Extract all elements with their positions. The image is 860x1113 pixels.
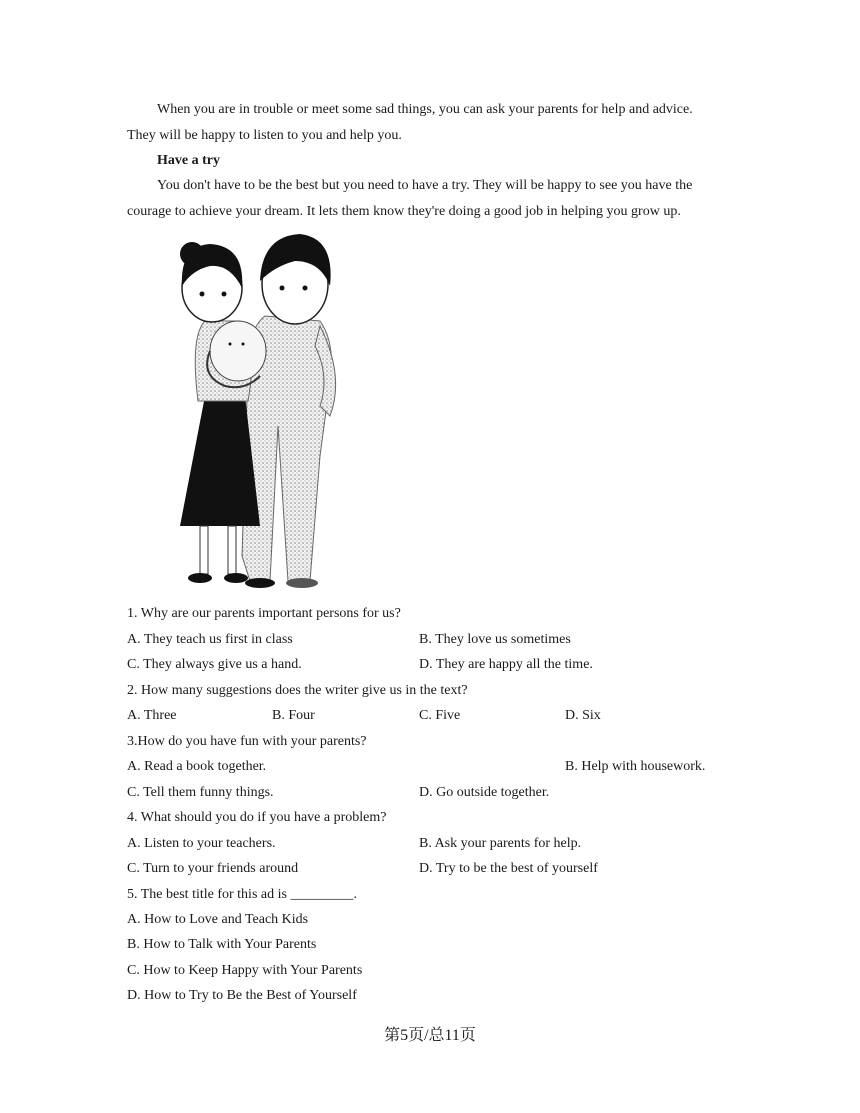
- question-1-option-d: D. They are happy all the time.: [419, 657, 593, 672]
- question-4-option-a: A. Listen to your teachers.: [127, 836, 276, 851]
- passage-paragraph-2-line-2: courage to achieve your dream. It lets them know they're doing a good job in helping you grow up.: [127, 204, 681, 219]
- question-5-option-a: A. How to Love and Teach Kids: [127, 912, 309, 927]
- section-heading: Have a try: [157, 153, 220, 168]
- passage-paragraph-2-line-1: You don't have to be the best but you need to have a try. They will be happy to see you have the: [157, 178, 693, 193]
- question-5-option-d: D. How to Try to Be the Best of Yourself: [127, 988, 357, 1003]
- question-3-option-c: C. Tell them funny things.: [127, 785, 274, 800]
- question-4-option-c: C. Turn to your friends around: [127, 861, 299, 876]
- question-2-option-b: B. Four: [272, 708, 315, 723]
- question-3-stem: 3.How do you have fun with your parents?: [127, 734, 367, 749]
- question-1-stem: 1. Why are our parents important persons for us?: [127, 606, 401, 621]
- question-3-option-a: A. Read a book together.: [127, 759, 267, 774]
- question-1-option-b: B. They love us sometimes: [419, 632, 571, 647]
- question-4-stem: 4. What should you do if you have a problem?: [127, 810, 387, 825]
- question-5-option-b: B. How to Talk with Your Parents: [127, 937, 317, 952]
- question-3-option-d: D. Go outside together.: [419, 785, 550, 800]
- question-2-option-c: C. Five: [419, 708, 461, 723]
- question-5-stem: 5. The best title for this ad is _________.: [127, 887, 357, 902]
- question-1-option-a: A. They teach us first in class: [127, 632, 293, 647]
- question-2-option-a: A. Three: [127, 708, 177, 723]
- question-2-option-d: D. Six: [565, 708, 601, 723]
- question-2-stem: 2. How many suggestions does the writer give us in the text?: [127, 683, 468, 698]
- question-3-option-b: B. Help with housework.: [565, 759, 706, 774]
- question-4-option-b: B. Ask your parents for help.: [419, 836, 582, 851]
- passage-paragraph-1-line-2: They will be happy to listen to you and help you.: [127, 128, 402, 143]
- page-number-footer: 第5页/总11页: [384, 1027, 476, 1044]
- couple-holding-baby-illustration: [170, 226, 355, 596]
- question-4-option-d: D. Try to be the best of yourself: [419, 861, 598, 876]
- question-5-option-c: C. How to Keep Happy with Your Parents: [127, 963, 363, 978]
- question-1-option-c: C. They always give us a hand.: [127, 657, 302, 672]
- passage-paragraph-1-line-1: When you are in trouble or meet some sad things, you can ask your parents for help and advice.: [157, 102, 693, 117]
